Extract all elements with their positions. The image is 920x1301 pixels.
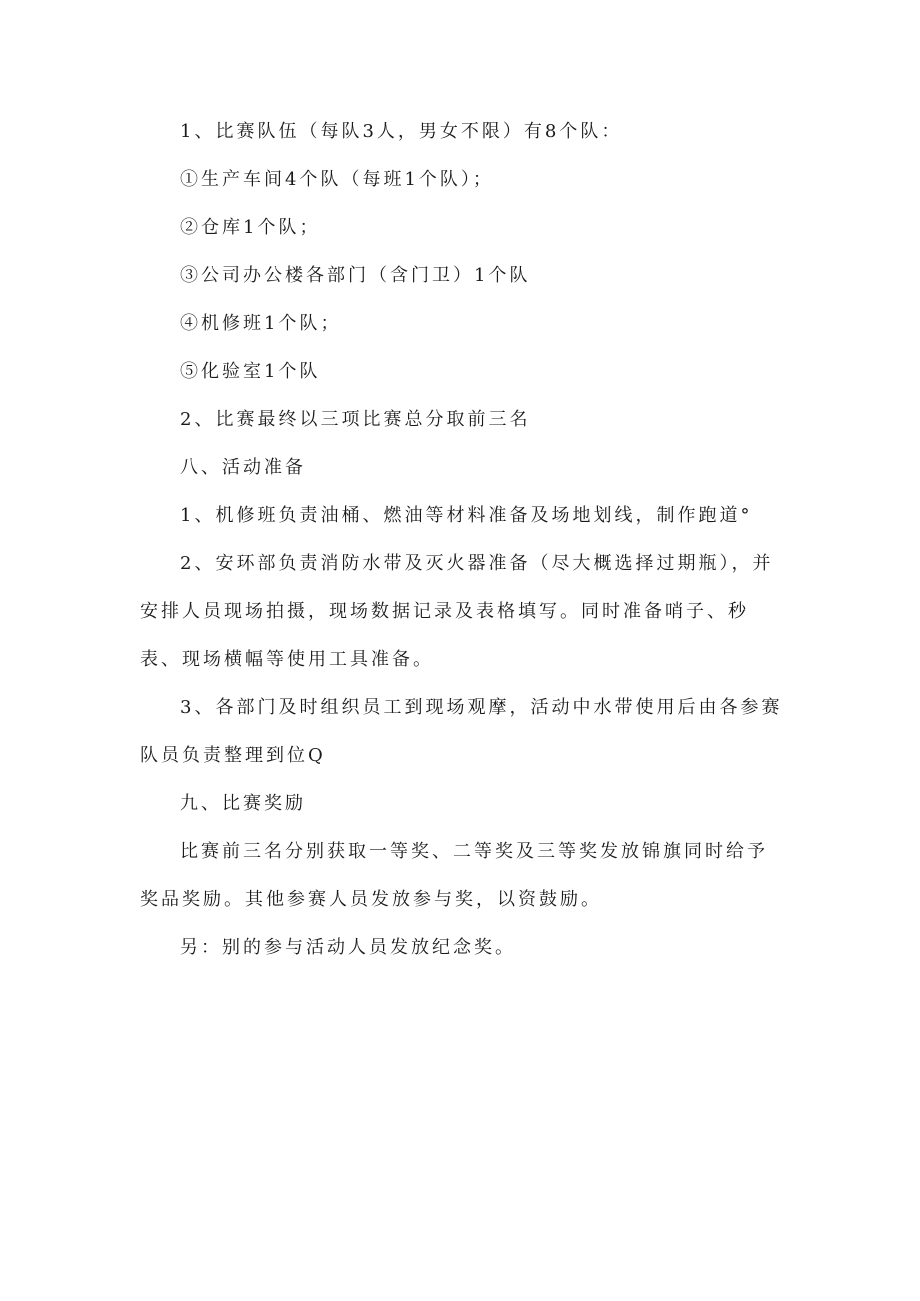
team-count-item: 1、比赛队伍（每队3人，男女不限）有8个队： — [180, 121, 623, 142]
document-body — [140, 108, 785, 972]
team-item-warehouse: ②仓库1个队； — [180, 217, 321, 238]
section-heading-preparation: 八、活动准备 — [180, 457, 306, 478]
reward-paragraph: 比赛前三名分别获取一等奖、二等奖及三等奖发放锦旗同时给予奖品奖励。其他参赛人员发放参与奖，以资鼓励。 — [140, 841, 768, 910]
team-item-office: ③公司办公楼各部门（含门卫）1个队 — [180, 265, 531, 286]
section-heading-rewards: 九、比赛奖励 — [180, 793, 306, 814]
team-item-workshop: ①生产车间4个队（每班1个队）； — [180, 169, 494, 190]
prep-item-maintenance: 1、机修班负责油桶、燃油等材料准备及场地划线，制作跑道° — [180, 505, 753, 526]
prep-item-safety-dept: 2、安环部负责消防水带及灭火器准备（尽大概选择过期瓶），并安排人员现场拍摄，现场数据记录及表格填写。同时准备哨子、秒表、现场横幅等使用工具准备。 — [140, 553, 774, 670]
prep-item-departments: 3、各部门及时组织员工到现场观摩，活动中水带使用后由各参赛队员负责整理到位Q — [140, 697, 783, 766]
team-item-maintenance: ④机修班1个队； — [180, 313, 342, 334]
ranking-rule-item: 2、比赛最终以三项比赛总分取前三名 — [180, 409, 531, 430]
reward-note: 另：别的参与活动人员发放纪念奖。 — [180, 937, 516, 958]
team-item-lab: ⑤化验室1个队 — [180, 361, 321, 382]
